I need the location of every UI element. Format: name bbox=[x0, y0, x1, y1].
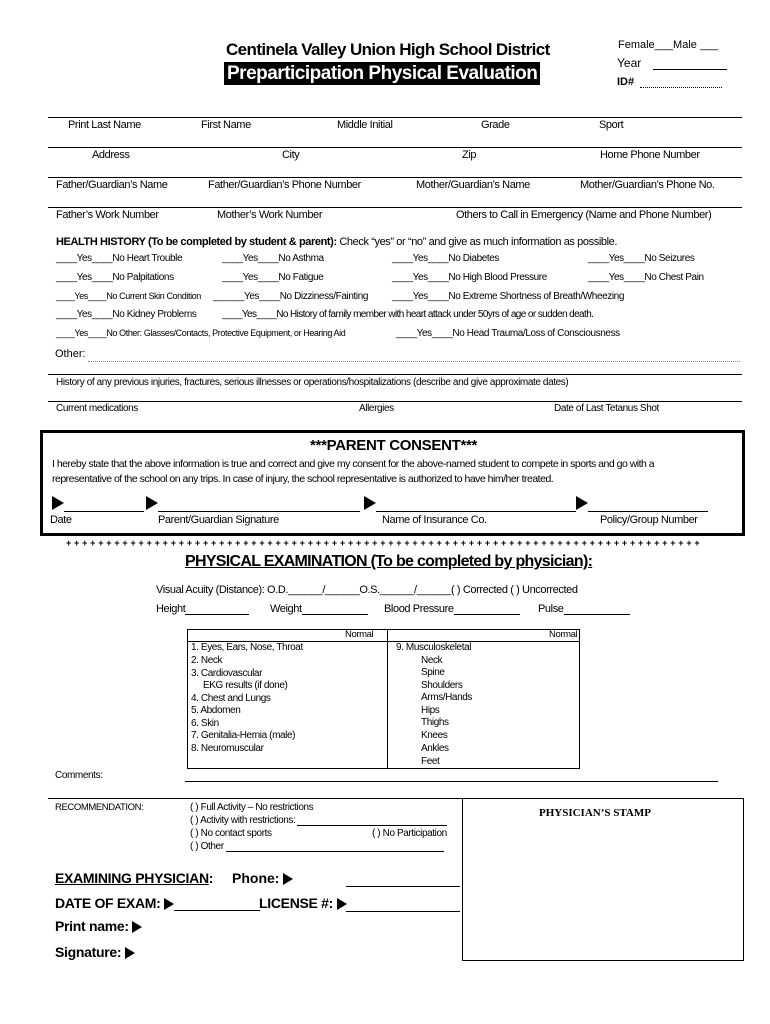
rule bbox=[48, 177, 742, 178]
date-label: Date bbox=[50, 514, 72, 526]
middle-initial-label: Middle Initial bbox=[337, 119, 393, 131]
opt-no-contact[interactable]: ( ) No contact sports bbox=[190, 828, 272, 839]
rule bbox=[48, 401, 742, 402]
exam-item-musculoskeletal: 9. Musculoskeletal bbox=[396, 642, 472, 653]
date-of-exam-field[interactable] bbox=[55, 895, 260, 911]
msk-ankles: Ankles bbox=[421, 743, 449, 754]
insurance-label: Name of Insurance Co. bbox=[382, 514, 487, 526]
mother-work-label: Mother’s Work Number bbox=[217, 209, 323, 221]
last-name-label: Print Last Name bbox=[68, 119, 141, 131]
height-field[interactable] bbox=[156, 603, 249, 615]
arrow-right-icon bbox=[164, 898, 174, 910]
health-history-instruction: Check “yes” or “no” and give as much information as possible. bbox=[336, 236, 617, 248]
other-label: Other: bbox=[55, 348, 86, 360]
opt-other[interactable] bbox=[190, 841, 444, 852]
zip-label: Zip bbox=[462, 149, 477, 161]
q-head-trauma[interactable]: ____Yes____No Head Trauma/Loss of Consciousness bbox=[396, 328, 620, 339]
bp-label: Blood Pressure bbox=[384, 603, 454, 615]
male-label: Male ___ bbox=[673, 39, 719, 51]
opt-no-participation[interactable]: ( ) No Participation bbox=[372, 828, 447, 839]
allergies-label: Allergies bbox=[359, 403, 394, 414]
sport-label: Sport bbox=[599, 119, 624, 131]
consent-title: ***PARENT CONSENT*** bbox=[310, 437, 478, 454]
year-line bbox=[653, 69, 727, 70]
bp-field[interactable] bbox=[384, 603, 520, 615]
height-line bbox=[185, 603, 249, 615]
plus-divider: + + + + + + + + + + + + + + + + + + + + + + + + + + + + + + + + + + + + + + + + + + + + + + + + + + + + + + + + + + + + + + + + + + + + + + + + + + + + + + + bbox=[66, 538, 700, 548]
year-field[interactable] bbox=[617, 56, 727, 70]
exam-item-neck: 2. Neck bbox=[191, 655, 223, 666]
insurance-line bbox=[376, 499, 576, 512]
arrow-right-icon bbox=[125, 947, 135, 959]
msk-shoulders: Shoulders bbox=[421, 680, 463, 691]
opt-other-label: ( ) Other bbox=[190, 841, 224, 852]
license-label: LICENSE #: bbox=[259, 895, 334, 911]
msk-arms-hands: Arms/Hands bbox=[421, 692, 473, 703]
restrictions-line bbox=[297, 815, 447, 826]
arrow-right-icon bbox=[132, 921, 142, 933]
exam-item-eent: 1. Eyes, Ears, Nose, Throat bbox=[191, 642, 303, 653]
q-kidney[interactable]: ____Yes____No Kidney Problems bbox=[56, 309, 197, 320]
home-phone-label: Home Phone Number bbox=[600, 149, 700, 161]
weight-line bbox=[302, 603, 368, 615]
exam-item-ekg: EKG results (if done) bbox=[203, 680, 288, 691]
tetanus-label: Date of Last Tetanus Shot bbox=[554, 403, 659, 414]
mother-phone-label: Mother/Guardian’s Phone No. bbox=[580, 179, 715, 191]
q-family-heart[interactable]: ____Yes____No History of family member with heart attack under 50yrs of age or sudden death. bbox=[222, 309, 594, 320]
health-history-heading bbox=[56, 236, 617, 248]
opt-full-activity[interactable]: ( ) Full Activity – No restrictions bbox=[190, 802, 314, 813]
consent-policy-field[interactable] bbox=[576, 494, 708, 512]
weight-field[interactable] bbox=[270, 603, 368, 615]
print-name-label: Print name: bbox=[55, 918, 129, 934]
pulse-line bbox=[564, 603, 630, 615]
phone-field[interactable] bbox=[232, 870, 293, 886]
first-name-label: First Name bbox=[201, 119, 251, 131]
mother-name-label: Mother/Guardian’s Name bbox=[416, 179, 530, 191]
q-diabetes[interactable]: ____Yes____No Diabetes bbox=[392, 253, 500, 264]
injuries-label: History of any previous injuries, fractures, serious illnesses or operations/hospitalizations (describe and give approximate dates) bbox=[56, 377, 569, 388]
msk-feet: Feet bbox=[421, 756, 440, 767]
exam-title: PHYSICAL EXAMINATION (To be completed by physician): bbox=[185, 553, 593, 570]
consent-text-1: I hereby state that the above information is true and correct and give my consent for the above-named student to compete in sports and go with a bbox=[52, 458, 655, 470]
date-line bbox=[64, 499, 144, 512]
consent-date-field[interactable] bbox=[52, 494, 144, 512]
q-high-bp[interactable]: ____Yes____No High Blood Pressure bbox=[392, 272, 547, 283]
date-of-exam-label: DATE OF EXAM: bbox=[55, 895, 161, 911]
recommendation-label: RECOMMENDATION: bbox=[55, 802, 144, 813]
q-other-equipment[interactable]: ____Yes____No Other: Glasses/Contacts, Protective Equipment, or Hearing Aid bbox=[56, 328, 346, 338]
license-line bbox=[346, 911, 460, 912]
q-shortness-breath[interactable]: ____Yes____No Extreme Shortness of Breath/Wheezing bbox=[392, 291, 625, 302]
q-palpitations[interactable]: ____Yes____No Palpitations bbox=[56, 272, 174, 283]
comments-label: Comments: bbox=[55, 770, 103, 781]
height-label: Height bbox=[156, 603, 186, 615]
id-line bbox=[640, 87, 722, 88]
female-field[interactable] bbox=[618, 39, 718, 51]
q-fatigue[interactable]: ____Yes____No Fatigue bbox=[222, 272, 324, 283]
father-work-label: Father’s Work Number bbox=[56, 209, 159, 221]
msk-neck: Neck bbox=[421, 655, 443, 666]
father-name-label: Father/Guardian’s Name bbox=[56, 179, 168, 191]
arrow-right-icon bbox=[576, 496, 588, 510]
q-dizziness[interactable]: ______Yes____No Dizziness/Fainting bbox=[213, 291, 369, 302]
consent-signature-field[interactable] bbox=[146, 494, 360, 512]
phone-label: Phone: bbox=[232, 870, 280, 886]
policy-label: Policy/Group Number bbox=[600, 514, 698, 526]
signature-label: Parent/Guardian Signature bbox=[158, 514, 279, 526]
id-label: ID# bbox=[617, 76, 635, 88]
print-name-field[interactable] bbox=[55, 918, 142, 934]
emergency-label: Others to Call in Emergency (Name and Phone Number) bbox=[456, 209, 712, 221]
normal-header-left: Normal bbox=[345, 629, 374, 640]
arrow-right-icon bbox=[146, 496, 158, 510]
health-history-title: HEALTH HISTORY (To be completed by student & parent): bbox=[56, 236, 337, 248]
policy-line bbox=[588, 499, 708, 512]
medications-label: Current medications bbox=[56, 403, 138, 414]
arrow-right-icon bbox=[364, 496, 376, 510]
msk-thighs: Thighs bbox=[421, 717, 449, 728]
normal-header-right: Normal bbox=[549, 629, 578, 640]
weight-label: Weight bbox=[270, 603, 302, 615]
arrow-right-icon bbox=[52, 496, 64, 510]
address-label: Address bbox=[92, 149, 130, 161]
id-field[interactable] bbox=[617, 76, 722, 88]
consent-insurance-field[interactable] bbox=[364, 494, 576, 512]
q-asthma[interactable]: ____Yes____No Asthma bbox=[222, 253, 324, 264]
exam-table-divider bbox=[387, 629, 388, 769]
other-line bbox=[226, 841, 444, 852]
rule bbox=[48, 117, 742, 118]
consent-text-2: representative of the school on any trips. In case of injury, the school representative is authorized to have him/her treated. bbox=[52, 473, 554, 485]
visual-acuity-field[interactable]: Visual Acuity (Distance): O.D.______/______O.S.______/______( ) Corrected ( ) Uncorrected bbox=[156, 584, 578, 596]
female-label: Female___ bbox=[618, 39, 674, 51]
arrow-right-icon bbox=[337, 898, 347, 910]
rule bbox=[48, 147, 742, 148]
comments-line[interactable] bbox=[185, 781, 718, 782]
physician-signature-label: Signature bbox=[55, 944, 117, 960]
q-chest-pain[interactable]: ____Yes____No Chest Pain bbox=[588, 272, 704, 283]
physician-stamp-box bbox=[462, 798, 744, 961]
exam-item-skin: 6. Skin bbox=[191, 718, 219, 729]
exam-item-chest: 4. Chest and Lungs bbox=[191, 693, 271, 704]
exam-item-genitalia: 7. Genitalia-Hernia (male) bbox=[191, 730, 296, 741]
other-line[interactable] bbox=[88, 361, 740, 362]
opt-restrictions[interactable] bbox=[190, 815, 447, 826]
exam-item-neuromuscular: 8. Neuromuscular bbox=[191, 743, 264, 754]
date-of-exam-line bbox=[174, 896, 260, 911]
year-label: Year bbox=[617, 56, 642, 70]
form-title: Preparticipation Physical Evaluation bbox=[224, 62, 540, 85]
msk-hips: Hips bbox=[421, 705, 440, 716]
arrow-right-icon bbox=[283, 873, 293, 885]
signature-line bbox=[158, 499, 360, 512]
examining-physician-row: EXAMINING PHYSICIAN: bbox=[55, 870, 214, 886]
exam-item-cardiovascular: 3. Cardiovascular bbox=[191, 668, 263, 679]
q-seizures[interactable]: ____Yes____No Seizures bbox=[588, 253, 695, 264]
father-phone-label: Father/Guardian’s Phone Number bbox=[208, 179, 361, 191]
bp-line bbox=[454, 603, 520, 615]
phone-line bbox=[346, 886, 460, 887]
physician-stamp-label: PHYSICIAN’S STAMP bbox=[539, 807, 651, 819]
district-name: Centinela Valley Union High School District bbox=[226, 40, 550, 59]
msk-spine: Spine bbox=[421, 667, 445, 678]
pulse-field[interactable] bbox=[538, 603, 630, 615]
rule bbox=[48, 207, 742, 208]
exam-item-abdomen: 5. Abdomen bbox=[191, 705, 241, 716]
q-skin-condition[interactable]: ____Yes____No Current Skin Condition bbox=[56, 291, 201, 301]
license-field[interactable] bbox=[259, 895, 347, 911]
msk-knees: Knees bbox=[421, 730, 448, 741]
grade-label: Grade bbox=[481, 119, 510, 131]
pulse-label: Pulse bbox=[538, 603, 564, 615]
signature-field[interactable]: Signature: bbox=[55, 944, 135, 960]
rule bbox=[48, 374, 742, 375]
examining-physician-label: EXAMINING PHYSICIAN bbox=[55, 870, 209, 886]
opt-restrictions-label: ( ) Activity with restrictions: bbox=[190, 815, 296, 826]
city-label: City bbox=[282, 149, 300, 161]
q-heart-trouble[interactable]: ____Yes____No Heart Trouble bbox=[56, 253, 183, 264]
